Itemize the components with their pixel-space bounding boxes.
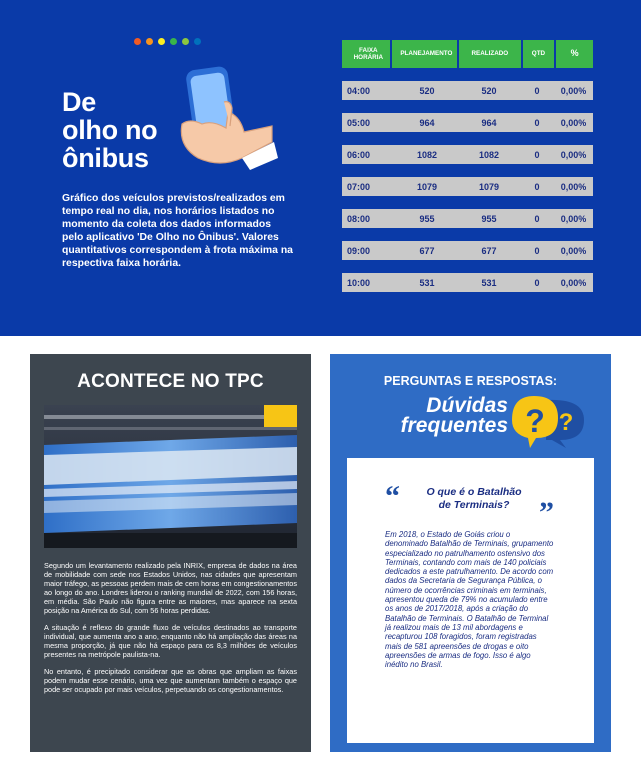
faq-title	[358, 396, 508, 436]
faq-panel	[330, 354, 611, 752]
cell-time: 08:00	[347, 213, 371, 224]
faq-question	[409, 486, 539, 512]
dot-orange-red	[134, 38, 141, 45]
table-header	[342, 40, 593, 68]
table-row	[342, 145, 593, 164]
hand-phone-icon	[168, 62, 280, 174]
cell-planned: 677	[419, 245, 435, 256]
cell-time: 10:00	[347, 277, 371, 288]
decor-dots	[134, 38, 201, 45]
faq-title-line: frequentes	[400, 414, 508, 437]
hero-description: Gráfico dos veículos previstos/realizados em tempo real no dia, nos horários listados no momento da coleta dos dados informados pelo aplicativo 'De Olho no Ônibus'. Valores quantitativos correspondem à frota máxima na respectiva faixa horária.	[62, 193, 293, 269]
fleet-table	[342, 40, 593, 305]
cell-planned: 1079	[416, 181, 438, 192]
cell-qtd: 0	[534, 277, 540, 288]
cell-percent: 0,00%	[560, 245, 587, 256]
table-row	[342, 273, 593, 292]
quote-close-icon: ”	[539, 496, 554, 529]
dot-blue	[194, 38, 201, 45]
table-row	[342, 241, 593, 260]
hero-title-line: De	[62, 87, 96, 117]
header-planejamento: PLANEJAMENTO	[392, 40, 457, 68]
cell-realized: 1079	[478, 181, 500, 192]
cell-percent: 0,00%	[560, 181, 587, 192]
cell-qtd: 0	[534, 213, 540, 224]
table-row	[342, 209, 593, 228]
cell-percent: 0,00%	[560, 213, 587, 224]
cell-realized: 677	[481, 245, 497, 256]
cell-qtd: 0	[534, 85, 540, 96]
cell-planned: 1082	[416, 149, 438, 160]
cell-time: 09:00	[347, 245, 371, 256]
hero-title-line: olho no	[62, 115, 158, 145]
cell-realized: 531	[481, 277, 497, 288]
dot-yellow	[158, 38, 165, 45]
faq-answer: Em 2018, o Estado de Goiás criou o denominado Batalhão de Terminais, grupamento especializado no patrulhamento ostensivo dos Terminais, contando com mais de 140 policiais dedicados a este patrulhamento. De acordo com dados da Secretaria de Segurança Pública, o número de ocorrências criminais em terminais, apresentou queda de 79% no acumulado entre os anos de 2017/2018, após a criação do Batalhão de Terminais. O Batalhão de Terminal já realizou mais de 13 mil abordagens e recapturou 108 foragidos, foram registradas mais de 581 apreensões de drogas e oito apreensões de armas de fogo. Isso é algo inédito no Brasil.	[385, 530, 554, 670]
cell-realized: 955	[481, 213, 497, 224]
cell-qtd: 0	[534, 149, 540, 160]
dot-green	[170, 38, 177, 45]
question-bubbles-icon	[508, 394, 588, 450]
cell-time: 05:00	[347, 117, 371, 128]
hero-title	[62, 88, 157, 172]
cell-percent: 0,00%	[560, 117, 587, 128]
faq-question-line: O que é o Batalhão	[426, 486, 522, 498]
faq-header: PERGUNTAS E RESPOSTAS:	[383, 374, 558, 388]
header-realizado: REALIZADO	[459, 40, 520, 68]
news-paragraph: Segundo um levantamento realizado pela INRIX, empresa de dados na área de mobilidade com sede nos Estados Unidos, nas cidades que apresentam maior tráfego, as pessoas perdem mais de cem horas em congestionamentos ao longo do ano. Londres liderou o ranking mundial de 2022, com 156 horas, em média. São Paulo não figura entre as maiores, mas aparece na sexta posição na América do Sul, com 56 horas perdidas.	[44, 561, 297, 615]
cell-time: 06:00	[347, 149, 371, 160]
faq-title-line: Dúvidas	[426, 394, 508, 417]
cell-qtd: 0	[534, 117, 540, 128]
faq-question-line: de Terminais?	[438, 499, 510, 511]
header-percent: %	[556, 40, 593, 68]
cell-realized: 520	[481, 85, 497, 96]
news-paragraph: A situação é reflexo do grande fluxo de veículos destinados ao transporte individual, que aumenta ano a ano, enquanto não há ampliação das áreas na mesma proporção, já que não há espaço para os 8,3 milhões de veículos presentes na metrópole paulista-na.	[44, 622, 297, 659]
hero-title-line: ônibus	[62, 143, 149, 173]
svg-text:?: ?	[525, 403, 545, 439]
cell-planned: 964	[419, 117, 435, 128]
cell-percent: 0,00%	[560, 149, 587, 160]
quote-open-icon: “	[385, 480, 400, 513]
cell-percent: 0,00%	[560, 85, 587, 96]
cell-planned: 531	[419, 277, 435, 288]
header-faixa-horaria: FAIXA HORÁRIA	[342, 40, 390, 68]
cell-planned: 520	[419, 85, 435, 96]
cell-time: 04:00	[347, 85, 371, 96]
svg-text:?: ?	[558, 409, 574, 436]
dot-orange	[146, 38, 153, 45]
cell-realized: 964	[481, 117, 497, 128]
cell-planned: 955	[419, 213, 435, 224]
cell-time: 07:00	[347, 181, 371, 192]
news-paragraph: No entanto, é precipitado considerar que as obras que ampliam as faixas podem mudar esse cenário, uma vez que aumentam também o espaço que pode ser ocupado por mais veículos, perpetuando os congestionamentos.	[44, 667, 297, 694]
faq-card	[347, 458, 594, 743]
news-panel	[30, 354, 311, 752]
cell-realized: 1082	[478, 149, 500, 160]
bus-photo	[44, 405, 297, 548]
table-row	[342, 81, 593, 100]
dot-lime	[182, 38, 189, 45]
cell-percent: 0,00%	[560, 277, 587, 288]
cell-qtd: 0	[534, 181, 540, 192]
news-title: ACONTECE NO TPC	[77, 371, 264, 392]
top-panel	[0, 0, 641, 336]
news-body	[44, 562, 297, 703]
header-qtd: QTD	[523, 40, 555, 68]
cell-qtd: 0	[534, 245, 540, 256]
table-row	[342, 113, 593, 132]
table-row	[342, 177, 593, 196]
